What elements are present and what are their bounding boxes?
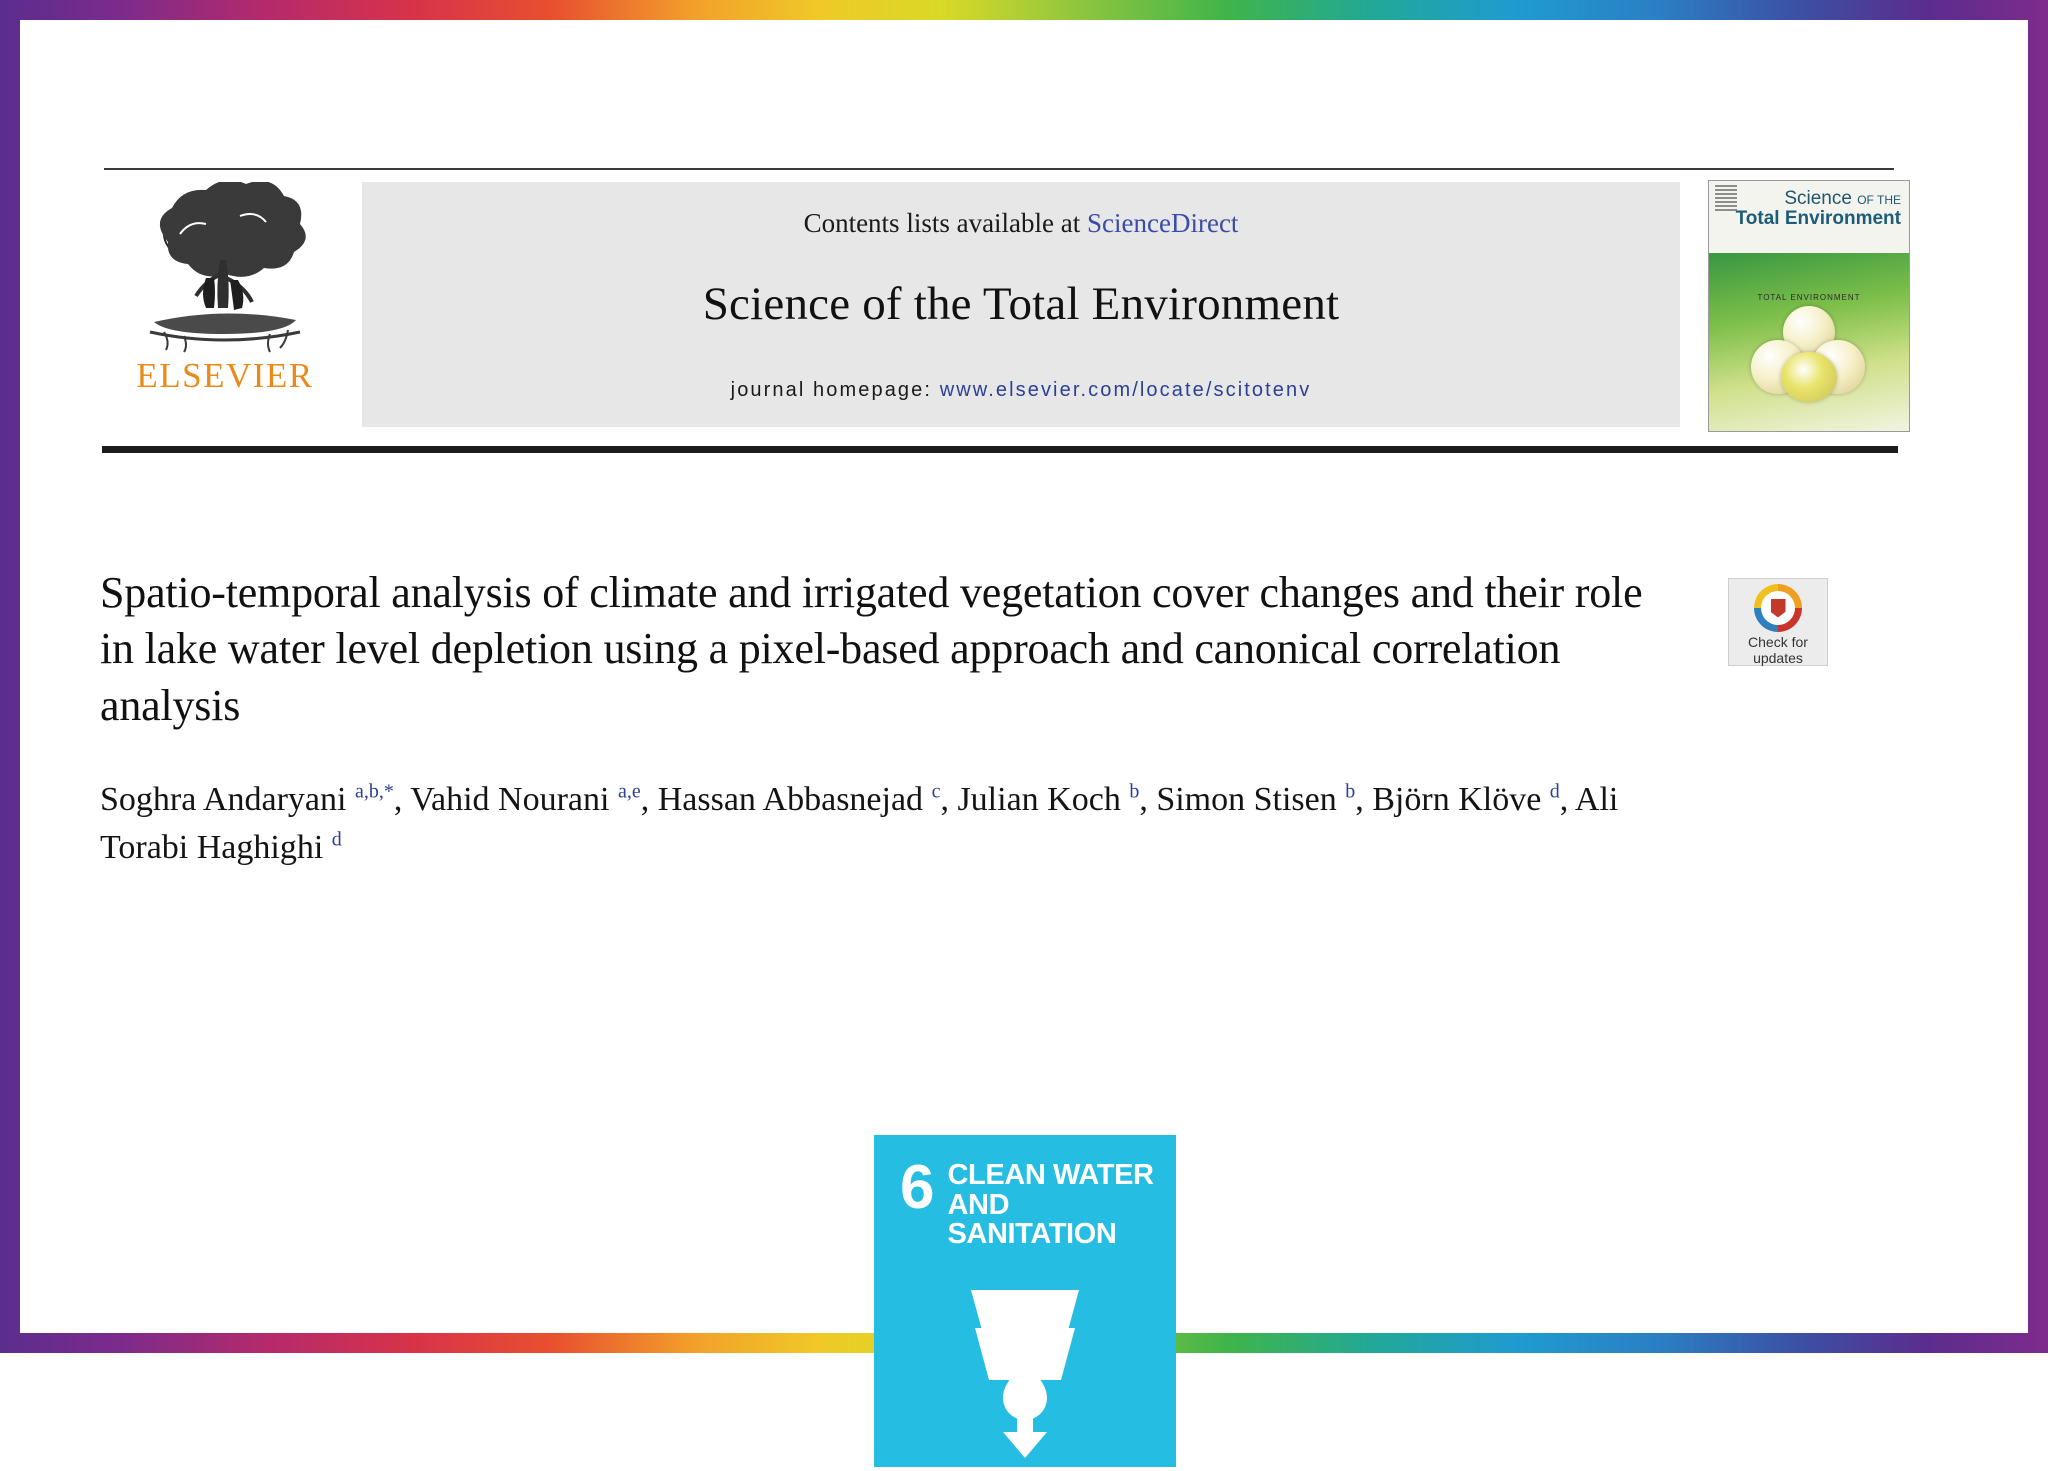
sdg-title — [947, 1161, 1176, 1250]
contents-prefix: Contents lists available at — [803, 208, 1088, 238]
journal-homepage-line — [362, 379, 1680, 402]
article-header — [100, 565, 1660, 872]
crossmark-label-line2: updates — [1753, 650, 1803, 667]
elsevier-logo — [110, 182, 340, 396]
sdg-title-line1: CLEAN WATER — [947, 1159, 1154, 1191]
contents-available-line — [362, 182, 1680, 239]
sdg-number: 6 — [900, 1153, 934, 1222]
clean-water-glyph — [925, 1266, 1125, 1466]
article-title: Spatio-temporal analysis of climate and irrigated vegetation cover changes and their role in lake water level depletion using a pixel-based approach and canonical correlation analysis — [100, 568, 1643, 730]
contents-box — [362, 182, 1680, 427]
crossmark-label — [1729, 634, 1827, 666]
author-list: Soghra Andaryani $^{a,b,*}$, Vahid Nourani $^{a,e}$, Hassan Abbasnejad $^c$, Julian Koch $^b$, Simon Stisen $^b$, Björn Klöve $^d$, Ali Torabi Haghighi $^d$ — [100, 780, 1619, 867]
cover-orb-graphic — [1749, 306, 1869, 406]
journal-cover-thumbnail — [1708, 180, 1910, 432]
cover-orb-center — [1781, 352, 1837, 402]
sdg-title-line2: AND SANITATION — [947, 1188, 1117, 1251]
sdg-header — [874, 1135, 1176, 1250]
crossmark-ring-icon — [1754, 584, 1802, 632]
crossmark-ring-inner — [1761, 591, 1795, 625]
journal-masthead — [100, 168, 1930, 453]
sdg-water-glass-icon — [874, 1266, 1176, 1471]
cover-header-band — [1709, 181, 1909, 253]
cover-elsevier-mini-icon — [1715, 185, 1737, 211]
elsevier-tree-icon — [120, 182, 330, 360]
masthead-bottom-rule — [102, 446, 1898, 453]
cover-journal-title — [1736, 189, 1901, 229]
sdg-goal-badge — [874, 1135, 1176, 1467]
homepage-label: journal homepage: — [730, 379, 940, 401]
journal-title: Science of the Total Environment — [702, 278, 1340, 330]
cover-title-line1b: OF THE — [1857, 193, 1901, 207]
journal-homepage-url[interactable]: www.elsevier.com/locate/scitotenv — [939, 379, 1312, 401]
crossmark-label-line1: Check for — [1748, 634, 1808, 650]
crossmark-shield-icon — [1771, 599, 1786, 618]
elsevier-wordmark: ELSEVIER — [136, 356, 314, 395]
masthead-top-rule — [104, 168, 1894, 170]
sciencedirect-link[interactable]: ScienceDirect — [1087, 208, 1239, 238]
cover-inner-label: TOTAL ENVIRONMENT — [1757, 293, 1861, 302]
cover-title-line1a: Science — [1784, 188, 1858, 209]
crossmark-check-for-updates-badge[interactable] — [1728, 578, 1828, 666]
cover-title-line2: Total Environment — [1735, 207, 1901, 229]
